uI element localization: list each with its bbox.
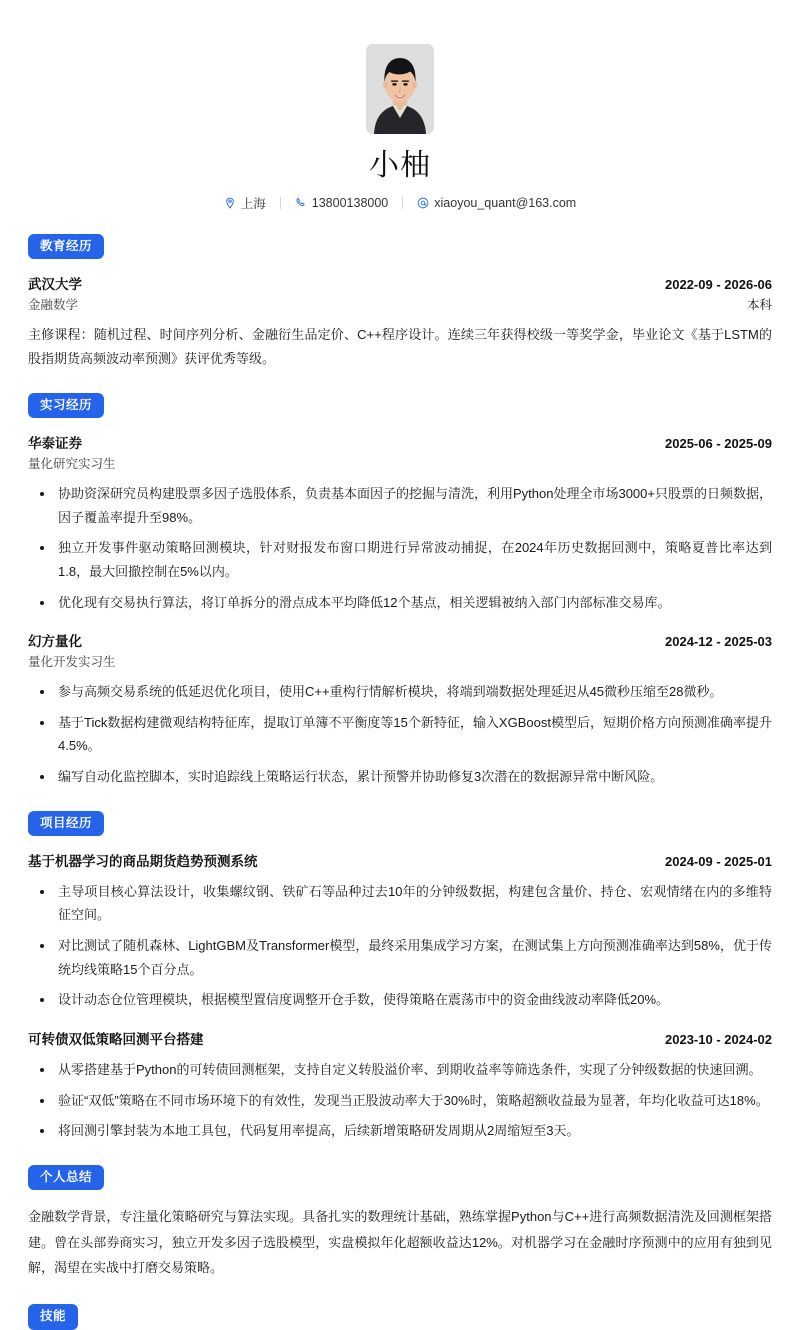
project-bullet-list bbox=[28, 880, 772, 1012]
list-item: 优化现有交易执行算法，将订单拆分的滑点成本平均降低12个基点，相关逻辑被纳入部门内部标准交易库。 bbox=[28, 591, 772, 615]
education-school: 武汉大学 bbox=[28, 277, 82, 293]
contact-email-text: xiaoyou_quant@163.com bbox=[434, 196, 577, 210]
phone-icon bbox=[295, 197, 307, 209]
list-item: 主导项目核心算法设计，收集螺纹钢、铁矿石等品种过去10年的分钟级数据，构建包含量价、持仓、宏观情绪在内的多维特征空间。 bbox=[28, 880, 772, 927]
internship-date: 2024-12 - 2025-03 bbox=[665, 634, 772, 650]
education-date: 2022-09 - 2026-06 bbox=[665, 277, 772, 293]
internship-entry-head bbox=[28, 434, 772, 454]
contact-location-text: 上海 bbox=[240, 197, 266, 211]
internship-entry bbox=[28, 434, 772, 614]
education-entry-subrow bbox=[28, 296, 772, 315]
internship-entry-head bbox=[28, 632, 772, 652]
section-skills bbox=[28, 1304, 772, 1329]
internship-role: 量化开发实习生 bbox=[28, 655, 116, 670]
list-item: 对比测试了随机森林、LightGBM及Transformer模型，最终采用集成学习方案，在测试集上方向预测准确率达到58%，优于传统均线策略15个百分点。 bbox=[28, 934, 772, 981]
project-date: 2023-10 - 2024-02 bbox=[665, 1032, 772, 1048]
internship-company: 幻方量化 bbox=[28, 634, 82, 650]
education-major: 金融数学 bbox=[28, 298, 79, 313]
contact-row bbox=[28, 194, 772, 212]
internship-company: 华泰证券 bbox=[28, 436, 82, 452]
project-date: 2024-09 - 2025-01 bbox=[665, 853, 772, 869]
project-bullet-list bbox=[28, 1058, 772, 1143]
section-education bbox=[28, 234, 772, 371]
contact-phone bbox=[281, 196, 402, 210]
email-at-icon bbox=[417, 197, 429, 209]
resume-header bbox=[28, 0, 772, 212]
section-badge-skills: 技能 bbox=[28, 1304, 78, 1329]
internship-entry bbox=[28, 632, 772, 788]
contact-location bbox=[210, 194, 280, 212]
education-entry-head bbox=[28, 275, 772, 295]
internship-entry-subrow bbox=[28, 653, 772, 672]
summary-text: 金融数学背景，专注量化策略研究与算法实现。具备扎实的数理统计基础，熟练掌握Python与C++进行高频数据清洗及回测框架搭建。曾在头部券商实习，独立开发多因子选股模型，实盘模拟年化超额收益达12%。对机器学习在金融时序预测中的应用有独到见解，渴望在实战中打磨交易策略。 bbox=[28, 1209, 772, 1275]
list-item: 从零搭建基于Python的可转债回测框架，支持自定义转股溢价率、到期收益率等筛选条件，实现了分钟级数据的快速回溯。 bbox=[28, 1058, 772, 1082]
section-summary bbox=[28, 1165, 772, 1280]
list-item: 协助资深研究员构建股票多因子选股体系，负责基本面因子的挖掘与清洗，利用Python处理全市场3000+只股票的日频数据，因子覆盖率提升至98%。 bbox=[28, 482, 772, 529]
internship-bullet-list bbox=[28, 680, 772, 789]
list-item: 将回测引擎封装为本地工具包，代码复用率提高，后续新增策略研发周期从2周缩短至3天。 bbox=[28, 1119, 772, 1143]
contact-email bbox=[403, 196, 590, 210]
section-projects bbox=[28, 811, 772, 1143]
section-badge-summary: 个人总结 bbox=[28, 1165, 104, 1190]
list-item: 设计动态仓位管理模块，根据模型置信度调整开仓手数，使得策略在震荡市中的资金曲线波动率降低20%。 bbox=[28, 988, 772, 1012]
list-item: 独立开发事件驱动策略回测模块，针对财报发布窗口期进行异常波动捕捉，在2024年历史数据回测中，策略夏普比率达到1.8，最大回撤控制在5%以内。 bbox=[28, 536, 772, 583]
project-entry-head bbox=[28, 852, 772, 872]
project-name: 可转债双低策略回测平台搭建 bbox=[28, 1032, 204, 1048]
list-item: 验证“双低”策略在不同市场环境下的有效性，发现当正股波动率大于30%时，策略超额收益最为显著，年均化收益可达18%。 bbox=[28, 1089, 772, 1113]
project-entry-head bbox=[28, 1030, 772, 1050]
internship-role: 量化研究实习生 bbox=[28, 457, 116, 472]
section-internship bbox=[28, 393, 772, 788]
list-item: 参与高频交易系统的低延迟优化项目，使用C++重构行情解析模块，将端到端数据处理延迟从45微秒压缩至28微秒。 bbox=[28, 680, 772, 704]
education-degree: 本科 bbox=[746, 298, 772, 313]
page-title: 小柚 bbox=[369, 149, 431, 182]
contact-phone-text: 13800138000 bbox=[311, 196, 389, 210]
project-entry bbox=[28, 852, 772, 1012]
location-pin-icon bbox=[224, 197, 236, 209]
section-badge-projects: 项目经历 bbox=[28, 811, 104, 836]
project-entry bbox=[28, 1030, 772, 1143]
internship-date: 2025-06 - 2025-09 bbox=[665, 436, 772, 452]
internship-bullet-list bbox=[28, 482, 772, 614]
section-badge-education: 教育经历 bbox=[28, 234, 104, 259]
education-entry bbox=[28, 275, 772, 371]
portrait-photo bbox=[366, 44, 434, 134]
list-item: 基于Tick数据构建微观结构特征库，提取订单簿不平衡度等15个新特征，输入XGBoost模型后，短期价格方向预测准确率提升4.5%。 bbox=[28, 711, 772, 758]
list-item: 编写自动化监控脚本，实时追踪线上策略运行状态，累计预警并协助修复3次潜在的数据源异常中断风险。 bbox=[28, 765, 772, 789]
section-badge-internship: 实习经历 bbox=[28, 393, 104, 418]
education-description: 主修课程：随机过程、时间序列分析、金融衍生品定价、C++程序设计。连续三年获得校级一等奖学金，毕业论文《基于LSTM的股指期货高频波动率预测》获评优秀等级。 bbox=[28, 326, 772, 367]
project-name: 基于机器学习的商品期货趋势预测系统 bbox=[28, 853, 258, 869]
internship-entry-subrow bbox=[28, 455, 772, 474]
